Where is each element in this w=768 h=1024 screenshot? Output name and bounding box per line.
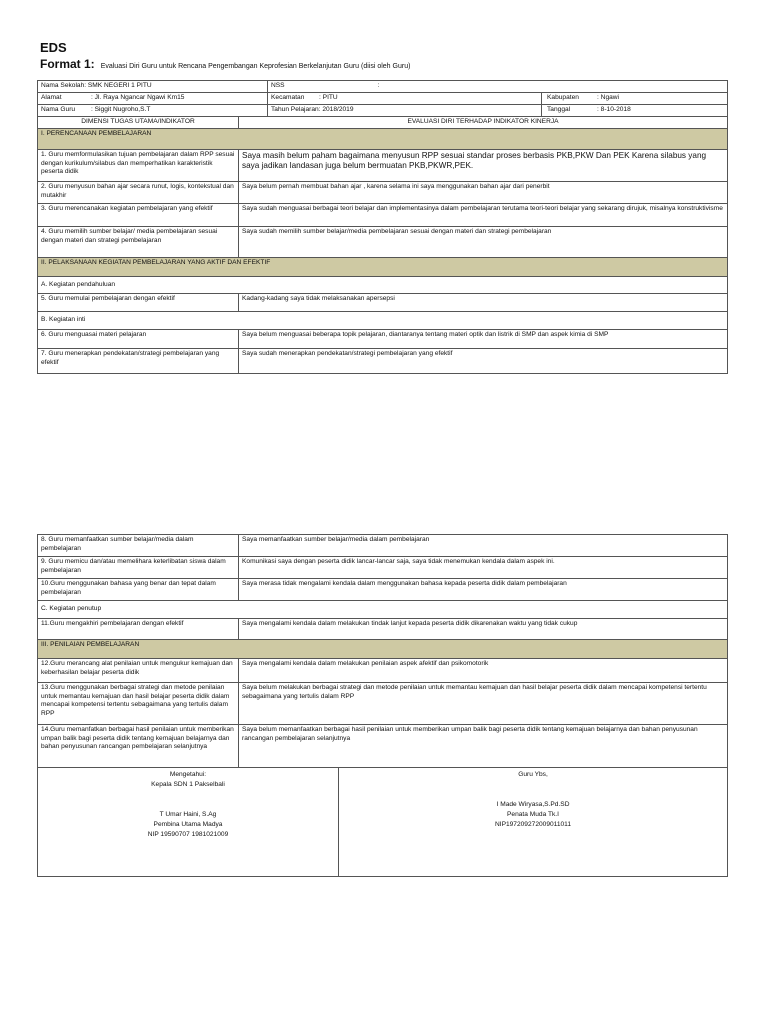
table-row (38, 683, 728, 725)
info-row-teacher (38, 105, 728, 117)
date-label: Tanggal (547, 106, 571, 113)
principal-rank: Pembina Utama Madya (153, 820, 223, 828)
indicator-cell: 13.Guru menggunakan berbagai strategi dan metode penilaian untuk memantau kemajuan dan hasil belajar peserta didik dalam mencapai kompetensi tertentu sebagaimana yang tertulis dalam RPP (38, 683, 239, 725)
teacher-label: Guru Ybs, (518, 771, 548, 778)
indicator-cell: 3. Guru merencanakan kegiatan pembelajaran yang efektif (38, 204, 239, 227)
evaluation-cell: Kadang-kadang saya tidak melaksanakan apersepsi (239, 294, 728, 312)
evaluation-cell: Saya sudah menguasai berbagai teori belajar dan implementasinya dalam pembelajaran terutama teori-teori belajar yang sekarang dirujuk, misalnya konstruktivisme (239, 204, 728, 227)
evaluation-cell: Saya belum menguasai beberapa topik pelajaran, diantaranya tentang materi optik dan listrik di SMP dan aspek kimia di SMP (239, 330, 728, 349)
acknowledged-label: Mengetahui: (169, 771, 207, 778)
table-row (38, 619, 728, 640)
table-row (38, 535, 728, 557)
subsection-title: B. Kegiatan inti (38, 312, 728, 330)
kecamatan-label: Kecamatan (271, 94, 305, 101)
column-header-dimension: DIMENSI TUGAS UTAMA/INDIKATOR (38, 117, 239, 129)
indicator-cell: 14.Guru memanfatkan berbagai hasil penilaian untuk memberikan umpan balik bagi peserta didik tentang kemajuan belajarnya dan bahan penyusunan rancangan pembelajaran selanjutnya (38, 725, 239, 768)
teacher-value: : Siggit Nugroho,S.T (91, 106, 151, 113)
evaluation-cell: Saya belum memanfaatkan berbagai hasil penilaian untuk memberikan umpan balik bagi peserta didik tentang kemajuan belajarnya dan bahan penyusunan rancangan pembelajaran selanjutnya (239, 725, 728, 768)
evaluation-cell: Saya belum melakukan berbagai strategi dan metode penilaian untuk memantau kemajuan dan hasil belajar peserta didik dalam mencapai kompetensi tertentu sebagaimana yang tertulis dalam RPP (239, 683, 728, 725)
subsection-row (38, 312, 728, 330)
teacher-label: Nama Guru (41, 106, 76, 113)
table-row (38, 725, 728, 768)
evaluation-cell: Saya mengalami kendala dalam melakukan tindak lanjut kepada peserta didik dikarenakan waktu yang tidak cukup (239, 619, 728, 640)
table-row (38, 659, 728, 683)
nss-label: NSS (268, 81, 375, 93)
evaluation-cell: Saya sudah menerapkan pendekatan/strategi pembelajaran yang efektif (239, 349, 728, 374)
nss-value: : (375, 81, 728, 93)
table-row (38, 557, 728, 579)
kabupaten-value: : Ngawi (597, 94, 620, 101)
info-row-address (38, 93, 728, 105)
subsection-title: C. Kegiatan penutup (38, 601, 728, 619)
format-description: Evaluasi Diri Guru untuk Rencana Pengembangan Keprofesian Berkelanjutan Guru (diisi oleh Guru) (100, 63, 411, 70)
section-row-implementation (38, 258, 728, 277)
section-title: II. PELAKSANAAN KEGIATAN PEMBELAJARAN YANG AKTIF DAN EFEKTIF (38, 258, 728, 277)
indicator-cell: 12.Guru merancang alat penilaian untuk mengukur kemajuan dan keberhasilan belajar peserta didik (38, 659, 239, 683)
subsection-title: A. Kegiatan pendahuluan (38, 277, 728, 294)
table-row (38, 330, 728, 349)
table-row (38, 150, 728, 182)
address-value: : Jl. Raya Ngancar Ngawi Km15 (91, 94, 185, 101)
evaluation-cell: Komunikasi saya dengan peserta didik lancar-lancar saja, saya tidak menemukan kendala dalam aspek ini. (239, 557, 728, 579)
principal-nip: NIP 19590707 1981021009 (147, 830, 229, 838)
teacher-signature-block (342, 770, 724, 830)
section-title: III. PENILAIAN PEMBELAJARAN (38, 640, 728, 659)
info-row-school (38, 81, 728, 93)
table-row (38, 182, 728, 204)
school-name: Nama Sekolah: SMK NEGERI 1 PITU (38, 81, 268, 93)
table-row (38, 204, 728, 227)
indicator-cell: 6. Guru menguasai materi pelajaran (38, 330, 239, 349)
evaluation-cell: Saya masih belum paham bagaimana menyusun RPP sesuai standar proses berbasis PKB,PKW Dan PEK Karena silabus yang saya jadikan landasan juga belum bermuatan PKB,PKWR,PEK. (239, 150, 728, 182)
section-title: I. PERENCANAAN PEMBELAJARAN (38, 129, 728, 150)
signature-row (38, 768, 728, 877)
address-label: Alamat (41, 94, 62, 101)
indicator-cell: 1. Guru memformulasikan tujuan pembelajaran dalam RPP sesuai dengan kurikulum/silabus dan memperhatikan karakteristik peserta didik (38, 150, 239, 182)
signature-right (339, 768, 728, 877)
principal-title: Kepala SDN 1 Pakselbali (151, 780, 225, 788)
subsection-row (38, 601, 728, 619)
section-row-planning (38, 129, 728, 150)
teacher-nip: NIP197209272009011011 (494, 820, 572, 828)
principal-signature-block (41, 770, 335, 839)
indicator-cell: 5. Guru memulai pembelajaran dengan efektif (38, 294, 239, 312)
indicator-cell: 10.Guru menggunakan bahasa yang benar dan tepat dalam pembelajaran (38, 579, 239, 601)
evaluation-cell: Saya sudah memilih sumber belajar/media pembelajaran sesuai dengan materi dan strategi pembelajaran (239, 227, 728, 258)
kecamatan-cell (268, 93, 542, 105)
teacher-cell (38, 105, 268, 117)
column-header-evaluation: EVALUASI DIRI TERHADAP INDIKATOR KINERJA (239, 117, 728, 129)
evaluation-cell: Saya merasa tidak mengalami kendala dalam menggunakan bahasa kepada peserta didik dalam pembelajaran (239, 579, 728, 601)
evaluation-cell: Saya memanfaatkan sumber belajar/media dalam pembelajaran (239, 535, 728, 557)
table-row (38, 294, 728, 312)
date-cell (542, 105, 728, 117)
teacher-name: I Made Wiryasa,S.Pd.SD (496, 800, 570, 808)
indicator-cell: 4. Guru memilih sumber belajar/ media pembelajaran sesuai dengan materi dan strategi pembelajaran (38, 227, 239, 258)
format-heading (40, 57, 410, 71)
evaluation-table-part1 (37, 80, 728, 374)
school-year: Tahun Pelajaran: 2018/2019 (268, 105, 542, 117)
address-cell (38, 93, 268, 105)
format-label: Format 1: (40, 57, 95, 71)
evaluation-table-part2 (37, 534, 728, 877)
signature-left (38, 768, 339, 877)
indicator-cell: 7. Guru menerapkan pendekatan/strategi pembelajaran yang efektif (38, 349, 239, 374)
section-row-assessment (38, 640, 728, 659)
subsection-row (38, 277, 728, 294)
teacher-rank: Penata Muda Tk.I (507, 810, 559, 818)
page-title: EDS (40, 40, 67, 55)
kecamatan-value: : PITU (319, 94, 338, 101)
column-header-row (38, 117, 728, 129)
table-row (38, 227, 728, 258)
kabupaten-label: Kabupaten (547, 94, 579, 101)
indicator-cell: 2. Guru menyusun bahan ajar secara runut, logis, kontekstual dan mutakhir (38, 182, 239, 204)
indicator-cell: 9. Guru memicu dan/atau memelihara keterlibatan siswa dalam pembelajaran (38, 557, 239, 579)
date-value: : 8-10-2018 (597, 106, 631, 113)
indicator-cell: 11.Guru mengakhiri pembelajaran dengan efektif (38, 619, 239, 640)
kabupaten-cell (542, 93, 728, 105)
table-row (38, 579, 728, 601)
indicator-cell: 8. Guru memanfaatkan sumber belajar/media dalam pembelajaran (38, 535, 239, 557)
evaluation-cell: Saya mengalami kendala dalam melakukan penilaian aspek afektif dan psikomotorik (239, 659, 728, 683)
evaluation-cell: Saya belum pernah membuat bahan ajar , karena selama ini saya menggunakan bahan ajar dari penerbit (239, 182, 728, 204)
table-row (38, 349, 728, 374)
principal-name: T Umar Haini, S.Ag (159, 810, 217, 818)
